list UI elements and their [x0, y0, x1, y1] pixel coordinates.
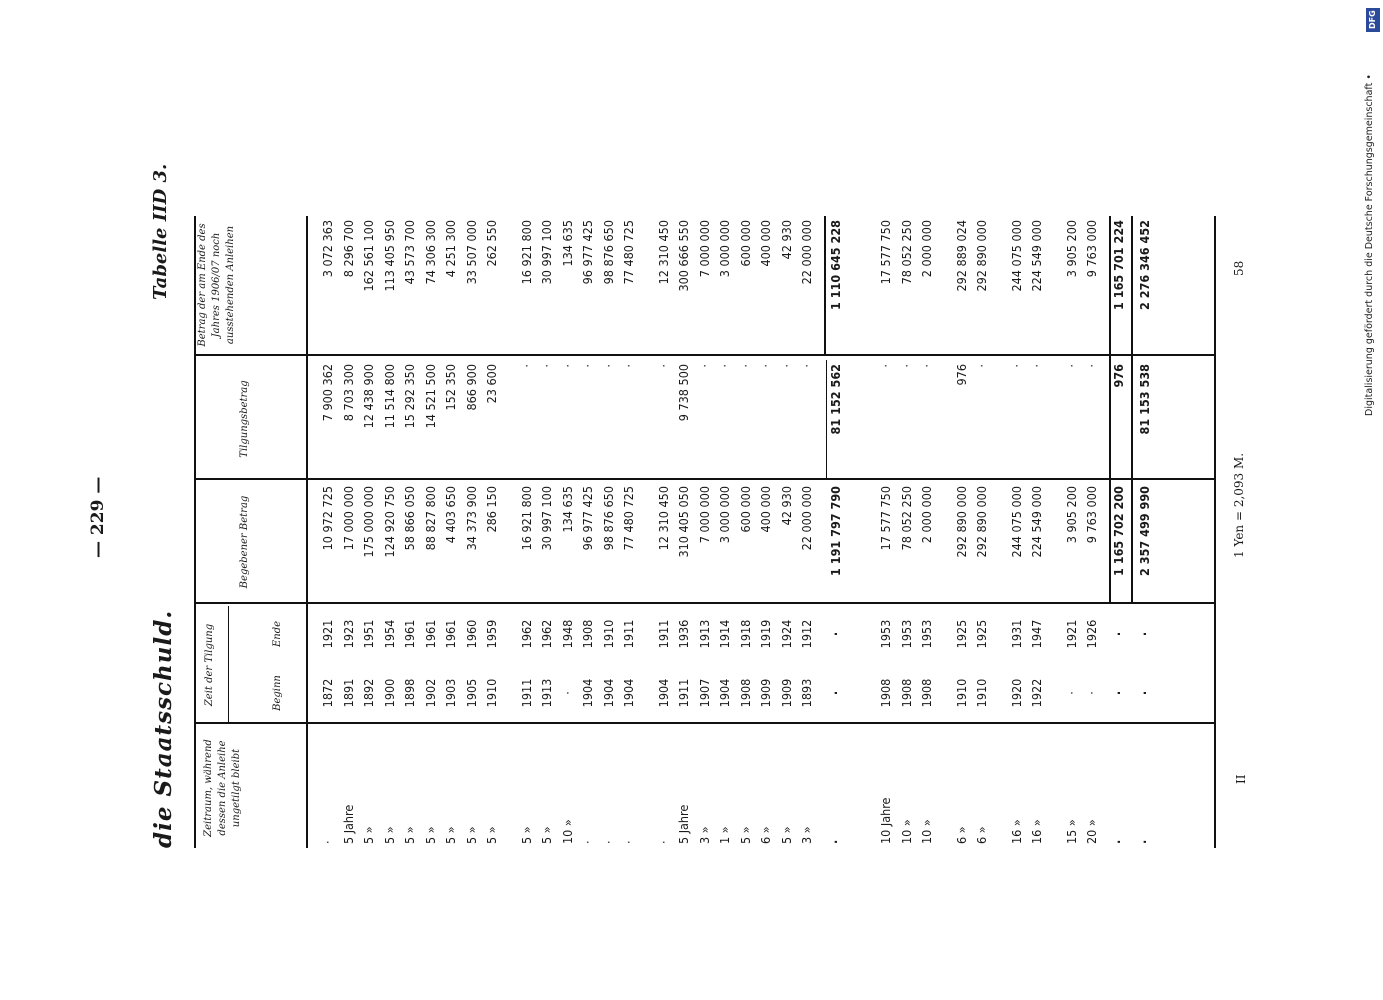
table-row-beginn: 1911 [676, 678, 691, 708]
table-row-ende: 1962 [539, 619, 554, 649]
digitization-credit: Digitalisierung gefördert durch die Deutsche Forschungsgemeinschaft • [1364, 74, 1375, 416]
table-row-zeitraum: 5 Jahre [340, 804, 356, 844]
table-row-tilgung: · [1063, 364, 1079, 368]
table-row-beginn: 1904 [655, 678, 671, 708]
total-row-zeitraum: · [1137, 839, 1152, 844]
table-row-betrag: 74 306 300 [422, 220, 438, 285]
table-row-betrag: 33 507 000 [463, 220, 479, 285]
table-row-beginn: 1893 [799, 678, 814, 708]
table-bottom-rule [1214, 216, 1216, 848]
table-row-beginn: 1908 [878, 678, 893, 708]
table-row-tilgung: · [600, 364, 616, 368]
table-row-begeben: 88 827 800 [422, 486, 438, 551]
table-row-zeitraum: 5 » [737, 826, 753, 844]
table-row-betrag: 224 549 000 [1029, 220, 1044, 292]
table-row-tilgung: · [919, 364, 934, 368]
subtotal-row-ende: · [827, 631, 843, 637]
total-row-tilgung: 81 153 538 [1137, 364, 1152, 435]
page-number: — 229 — [88, 476, 108, 558]
table-row-begeben: 22 000 000 [799, 486, 814, 551]
subtotal-row-ende: · [1110, 631, 1126, 637]
table-row-begeben: 134 635 [559, 486, 575, 533]
table-row-begeben: 310 405 050 [676, 486, 691, 558]
table-row-betrag: 12 310 450 [655, 220, 671, 285]
table-row-begeben: 224 549 000 [1029, 486, 1044, 558]
table-row-begeben: 286 150 [484, 486, 499, 533]
subtotal-row-zeitraum: · [1110, 839, 1126, 844]
table-row-tilgung: 9 738 500 [676, 364, 691, 422]
table-row-tilgung: · [580, 364, 595, 368]
table-row-begeben: 175 000 000 [361, 486, 376, 558]
table-row-zeitraum: · [580, 840, 595, 844]
table-row-begeben: 9 763 000 [1084, 486, 1099, 544]
table-row-begeben: 17 577 750 [878, 486, 893, 551]
table-row-begeben: 34 373 900 [463, 486, 479, 551]
table-row-tilgung: 15 292 350 [402, 364, 417, 429]
table-row-begeben: 4 403 650 [443, 486, 458, 544]
table-row-zeitraum: · [320, 840, 335, 844]
foot-left: II [1234, 774, 1248, 784]
header-tilgung: Tilgungsbetrag [239, 380, 250, 458]
table-row-zeitraum: 5 » [518, 826, 534, 844]
table-row-begeben: 30 997 100 [539, 486, 554, 551]
table-row-beginn: 1908 [898, 678, 914, 708]
table-row-begeben: 292 890 000 [953, 486, 969, 558]
table-row-begeben: 400 000 [758, 486, 773, 533]
table-row-tilgung: 8 703 300 [340, 364, 356, 422]
table-row-beginn: 1908 [737, 678, 753, 708]
table-row-ende: 1959 [484, 619, 499, 649]
table-row-betrag: 22 000 000 [799, 220, 814, 285]
table-row-zeitraum: 16 » [1029, 819, 1044, 844]
subtotal-rule [826, 360, 827, 478]
table-row-begeben: 3 000 000 [717, 486, 732, 544]
table-row-ende: 1924 [778, 619, 794, 649]
table-row-zeitraum: 6 » [758, 826, 773, 844]
header-ende: Ende [272, 620, 283, 648]
table-row-ende: 1961 [443, 619, 458, 649]
header-betrag: Betrag der am Ende des Jahres 1906/07 noch ausstehenden Anleihen [197, 223, 236, 347]
table-row-zeitraum: 10 » [898, 819, 914, 844]
table-row-tilgung: 866 900 [463, 364, 479, 411]
table-row-begeben: 10 972 725 [320, 486, 335, 551]
table-row-ende: 1921 [1063, 619, 1079, 649]
total-row-betrag: 2 276 346 452 [1137, 220, 1152, 310]
table-row-beginn: 1908 [919, 678, 934, 708]
table-row-betrag: 400 000 [758, 220, 773, 267]
table-row-tilgung: · [1008, 364, 1024, 368]
table-row-ende: 1925 [974, 619, 989, 649]
table-row-tilgung: · [758, 364, 773, 368]
header-zeitraum: Zeitraum, während dessen die Anleihe ungetilgt bleibt [203, 739, 242, 837]
table-row-ende: 1953 [878, 619, 893, 649]
table-row-zeitraum: · [655, 840, 671, 844]
table-row-beginn: 1902 [422, 678, 438, 708]
table-row-beginn: 1910 [484, 678, 499, 708]
total-row-begeben: 2 357 499 990 [1137, 486, 1152, 576]
table-row-beginn: 1904 [621, 678, 636, 708]
header-zeit: Zeit der Tilgung [204, 623, 215, 707]
table-row-zeitraum: 1 » [717, 826, 732, 844]
table-row-tilgung: · [655, 364, 671, 368]
table-row-tilgung: · [696, 364, 712, 368]
table-row-beginn: 1913 [539, 678, 554, 708]
table-row-beginn: 1911 [518, 678, 534, 708]
table-row-tilgung: · [878, 364, 893, 368]
table-row-betrag: 262 550 [484, 220, 499, 267]
table-row-begeben: 292 890 000 [974, 486, 989, 558]
header-begeben: Begebener Betrag [239, 495, 250, 589]
table-row-begeben: 244 075 000 [1008, 486, 1024, 558]
subtotal-row-begeben: 1 191 797 790 [827, 486, 843, 576]
table-row-beginn: 1910 [974, 678, 989, 708]
table-row-begeben: 124 920 750 [381, 486, 397, 558]
subtotal-row-betrag: 1 165 701 224 [1110, 220, 1126, 310]
table-row-tilgung: 14 521 500 [422, 364, 438, 429]
table-row-betrag: 98 876 650 [600, 220, 616, 285]
table-row-beginn: 1891 [340, 678, 356, 708]
table-row-betrag: 3 905 200 [1063, 220, 1079, 278]
footnote: 1 Yen = 2,093 M. [1232, 452, 1246, 558]
rotated-page [88, 163, 1256, 848]
table-row-zeitraum: 5 » [361, 826, 376, 844]
table-row-zeitraum: 3 » [696, 826, 712, 844]
table-row-ende: 1919 [758, 619, 773, 649]
table-row-betrag: 3 000 000 [717, 220, 732, 278]
table-row-tilgung: 11 514 800 [381, 364, 397, 429]
total-row-beginn: · [1137, 690, 1152, 696]
table-row-betrag: 113 405 950 [381, 220, 397, 292]
table-row-begeben: 78 052 250 [898, 486, 914, 551]
table-row-begeben: 7 000 000 [696, 486, 712, 544]
table-row-zeitraum: 16 » [1008, 819, 1024, 844]
table-row-beginn: 1900 [381, 678, 397, 708]
table-row-betrag: 2 000 000 [919, 220, 934, 278]
table-row-tilgung: · [799, 364, 814, 368]
table-row-ende: 1961 [422, 619, 438, 649]
table-row-beginn: 1909 [778, 678, 794, 708]
table-row-beginn: 1909 [758, 678, 773, 708]
table-row-beginn: · [1063, 691, 1079, 695]
column-rule-1 [194, 603, 1214, 605]
table-row-betrag: 134 635 [559, 220, 575, 267]
table-row-tilgung: 7 900 362 [320, 364, 335, 422]
table-row-ende: 1953 [898, 619, 914, 649]
total-rule [1131, 216, 1133, 602]
table-row-beginn: 1904 [600, 678, 616, 708]
table-row-beginn: 1920 [1008, 678, 1024, 708]
table-row-zeitraum: 6 » [953, 826, 969, 844]
table-row-ende: 1948 [559, 619, 575, 649]
table-row-ende: 1931 [1008, 619, 1024, 649]
table-row-begeben: 3 905 200 [1063, 486, 1079, 544]
table-row-betrag: 16 921 800 [518, 220, 534, 285]
table-row-ende: 1911 [621, 619, 636, 649]
table-row-zeitraum: 20 » [1084, 819, 1099, 844]
table-row-tilgung: · [1029, 364, 1044, 368]
table-row-ende: 1910 [600, 619, 616, 649]
table-row-betrag: 600 000 [737, 220, 753, 267]
foot-right: 58 [1232, 260, 1246, 276]
table-row-beginn: · [1084, 691, 1099, 695]
subtotal-row-zeitraum: · [827, 839, 843, 844]
table-row-begeben: 77 480 725 [621, 486, 636, 551]
table-row-ende: 1918 [737, 619, 753, 649]
column-rule-3 [194, 355, 1214, 357]
table-row-ende: 1960 [463, 619, 479, 649]
subtotal-row-begeben: 1 165 702 200 [1110, 486, 1126, 576]
table-row-tilgung: · [898, 364, 914, 368]
table-row-tilgung: · [518, 364, 534, 368]
table-row-begeben: 12 310 450 [655, 486, 671, 551]
table-row-tilgung: 152 350 [443, 364, 458, 411]
table-row-begeben: 16 921 800 [518, 486, 534, 551]
table-row-betrag: 9 763 000 [1084, 220, 1099, 278]
table-row-betrag: 300 666 550 [676, 220, 691, 292]
header-zeit-rule [228, 606, 229, 724]
table-row-begeben: 600 000 [737, 486, 753, 533]
table-row-betrag: 292 890 000 [974, 220, 989, 292]
table-row-betrag: 78 052 250 [898, 220, 914, 285]
table-row-tilgung: 23 600 [484, 364, 499, 404]
table-row-betrag: 77 480 725 [621, 220, 636, 285]
header-beginn: Beginn [272, 675, 283, 711]
table-row-begeben: 17 000 000 [340, 486, 356, 551]
table-row-beginn: 1922 [1029, 678, 1044, 708]
subtotal-row-tilgung: 81 152 562 [827, 364, 843, 435]
table-row-zeitraum: 6 » [974, 826, 989, 844]
table-row-beginn: 1904 [717, 678, 732, 708]
subtotal-rule-2 [824, 216, 826, 354]
table-row-zeitraum: 10 » [919, 819, 934, 844]
table-row-ende: 1953 [919, 619, 934, 649]
table-row-tilgung: 976 [953, 364, 969, 386]
header-bottom-rule [306, 216, 308, 848]
table-row-betrag: 244 075 000 [1008, 220, 1024, 292]
table-row-tilgung: · [621, 364, 636, 368]
column-rule-2 [194, 479, 1214, 481]
table-row-ende: 1951 [361, 619, 376, 649]
table-row-begeben: 98 876 650 [600, 486, 616, 551]
column-rule-0 [194, 723, 1214, 725]
table-row-ende: 1908 [580, 619, 595, 649]
table-row-beginn: 1907 [696, 678, 712, 708]
table-row-tilgung: · [539, 364, 554, 368]
table-row-zeitraum: 5 » [402, 826, 417, 844]
table-row-betrag: 292 889 024 [953, 220, 969, 292]
table-row-betrag: 4 251 300 [443, 220, 458, 278]
table-row-tilgung: 12 438 900 [361, 364, 376, 429]
table-row-zeitraum: 5 » [381, 826, 397, 844]
table-row-begeben: 96 977 425 [580, 486, 595, 551]
table-row-beginn: 1905 [463, 678, 479, 708]
total-row-ende: · [1137, 631, 1152, 637]
table-row-beginn: 1898 [402, 678, 417, 708]
subtotal-row-beginn: · [827, 690, 843, 696]
table-row-ende: 1912 [799, 619, 814, 649]
table-row-beginn: 1903 [443, 678, 458, 708]
table-row-beginn: 1910 [953, 678, 969, 708]
table-row-betrag: 43 573 700 [402, 220, 417, 285]
table-row-beginn: 1892 [361, 678, 376, 708]
subtotal-row-betrag: 1 110 645 228 [827, 220, 843, 310]
table-row-betrag: 30 997 100 [539, 220, 554, 285]
table-row-beginn: 1872 [320, 678, 335, 708]
table-row-betrag: 42 930 [778, 220, 794, 260]
table-row-beginn: · [559, 691, 575, 695]
table-row-zeitraum: 10 » [559, 819, 575, 844]
table-row-beginn: 1904 [580, 678, 595, 708]
table-row-ende: 1926 [1084, 619, 1099, 649]
table-row-betrag: 96 977 425 [580, 220, 595, 285]
table-row-zeitraum: 5 » [778, 826, 794, 844]
table-row-zeitraum: · [600, 840, 616, 844]
table-row-betrag: 3 072 363 [320, 220, 335, 278]
table-row-begeben: 58 866 050 [402, 486, 417, 551]
subtotal-row-beginn: · [1110, 690, 1126, 696]
table-row-betrag: 8 296 700 [340, 220, 356, 278]
table-row-tilgung: · [778, 364, 794, 368]
table-row-ende: 1936 [676, 619, 691, 649]
table-row-tilgung: · [1084, 364, 1099, 368]
table-row-betrag: 7 000 000 [696, 220, 712, 278]
table-row-ende: 1961 [402, 619, 417, 649]
subtotal-row-tilgung: 976 [1110, 364, 1126, 388]
table-row-begeben: 2 000 000 [919, 486, 934, 544]
table-row-zeitraum: 5 » [539, 826, 554, 844]
table-row-zeitraum: 5 » [463, 826, 479, 844]
table-row-ende: 1925 [953, 619, 969, 649]
table-row-betrag: 17 577 750 [878, 220, 893, 285]
table-row-betrag: 162 561 100 [361, 220, 376, 292]
table-row-ende: 1913 [696, 619, 712, 649]
table-name: Tabelle IID 3. [150, 163, 171, 300]
page-title: die Staatsschuld. [150, 609, 177, 848]
table-row-tilgung: · [974, 364, 989, 368]
dfg-logo: DFG [1366, 8, 1380, 32]
table-row-ende: 1914 [717, 619, 732, 649]
table-row-zeitraum: 5 » [484, 826, 499, 844]
table-row-zeitraum: 15 » [1063, 819, 1079, 844]
table-row-zeitraum: 10 Jahre [878, 797, 893, 844]
table-row-ende: 1962 [518, 619, 534, 649]
table-row-zeitraum: 3 » [799, 826, 814, 844]
table-row-zeitraum: 5 Jahre [676, 804, 691, 844]
table-row-zeitraum: 5 » [422, 826, 438, 844]
table-row-ende: 1921 [320, 619, 335, 649]
table-row-ende: 1954 [381, 619, 397, 649]
table-row-ende: 1911 [655, 619, 671, 649]
table-row-zeitraum: 5 » [443, 826, 458, 844]
table-row-ende: 1947 [1029, 619, 1044, 649]
table-row-zeitraum: · [621, 840, 636, 844]
debt-table [194, 182, 1234, 848]
table-row-tilgung: · [717, 364, 732, 368]
table-row-tilgung: · [737, 364, 753, 368]
table-row-begeben: 42 930 [778, 486, 794, 526]
table-row-tilgung: · [559, 364, 575, 368]
table-row-ende: 1923 [340, 619, 356, 649]
